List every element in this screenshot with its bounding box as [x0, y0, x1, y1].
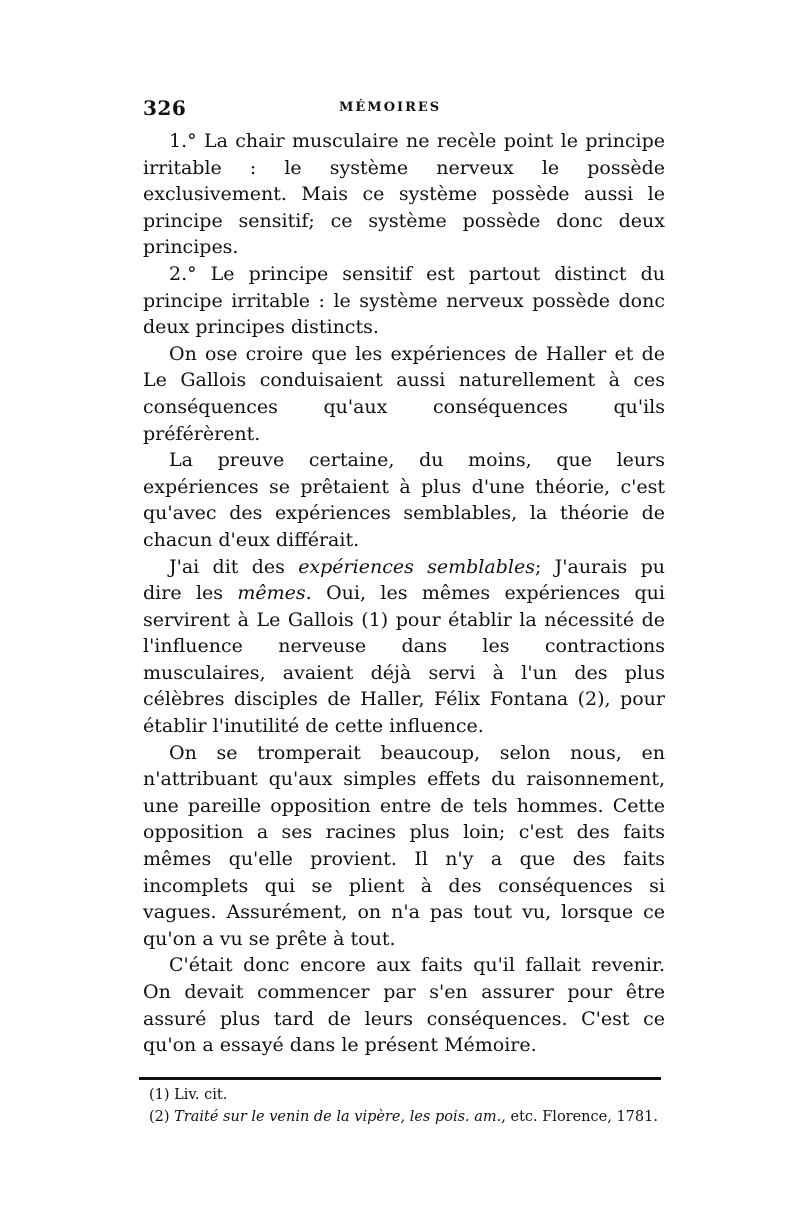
paragraph-5-pre: J'ai dit des: [169, 555, 299, 578]
paragraph-5-post: . Oui, les mêmes expériences qui servirent à Le Gallois (1) pour établir la nécessité de l'influence nerveuse dans les contractions musculaires, avaient déjà servi à l'un des plus célèbres disciples de Haller, Félix Fontana (2), pour établir l'inutilité de cette influence.: [143, 582, 665, 738]
footnotes: [143, 1084, 665, 1128]
paragraph-5-italic-phrase: expériences semblables: [298, 555, 535, 578]
paragraph-5-mid: ; J'aurais pu dire les: [143, 555, 665, 605]
paragraph-2: 2.° Le principe sensitif est partout distinct du principe irritable : le système nerveux possède donc deux principes distincts.: [143, 262, 665, 339]
paragraph-4: La preuve certaine, du moins, que leurs expériences se prêtaient à plus d'une théorie, c'est qu'avec des expériences semblables, la théorie de chacun d'eux différait.: [143, 449, 665, 551]
paragraph-5: [143, 554, 665, 740]
footnote-divider: [139, 1077, 661, 1080]
paragraph-1: 1.° La chair musculaire ne recèle point le principe irritable : le système nerveux le possède exclusivement. Mais ce système possède aussi le principe sensitif; ce système possède donc deux principes.: [143, 130, 665, 259]
paragraph-5-italic-word: mêmes: [237, 582, 306, 605]
footnote-2-marker: (2): [149, 1108, 175, 1125]
running-title: MÉMOIRES: [339, 100, 442, 115]
page-number: 326: [143, 96, 187, 120]
paragraph-7: C'était donc encore aux faits qu'il fallait revenir. On devait commencer par s'en assurer pour être assuré plus tard de leurs conséquences. C'est ce qu'on a essayé dans le présent Mémoire.: [143, 954, 665, 1057]
paragraph-3: On ose croire que les expériences de Haller et de Le Gallois conduisaient aussi naturellement à ces conséquences qu'aux conséquences qu'ils préférèrent.: [143, 342, 665, 445]
footnote-2: [143, 1106, 665, 1128]
footnote-2-post: , etc. Florence, 1781.: [501, 1108, 658, 1125]
footnote-1: (1) Liv. cit.: [149, 1086, 228, 1103]
page-header: [143, 92, 665, 124]
body-text: [143, 128, 665, 1059]
paragraph-6: On se tromperait beaucoup, selon nous, en n'attribuant qu'aux simples effets du raisonnement, une pareille opposition entre de tels hommes. Cette opposition a ses racines plus loin; c'est des faits mêmes qu'elle provient. Il n'y a que des faits incomplets qui se plient à des conséquences si vagues. Assurément, on n'a pas tout vu, lorsque ce qu'on a vu se prête à tout.: [143, 741, 665, 950]
footnote-2-italic-title: Traité sur le venin de la vipère, les pois. am.: [174, 1108, 502, 1125]
book-page: [143, 92, 665, 1128]
